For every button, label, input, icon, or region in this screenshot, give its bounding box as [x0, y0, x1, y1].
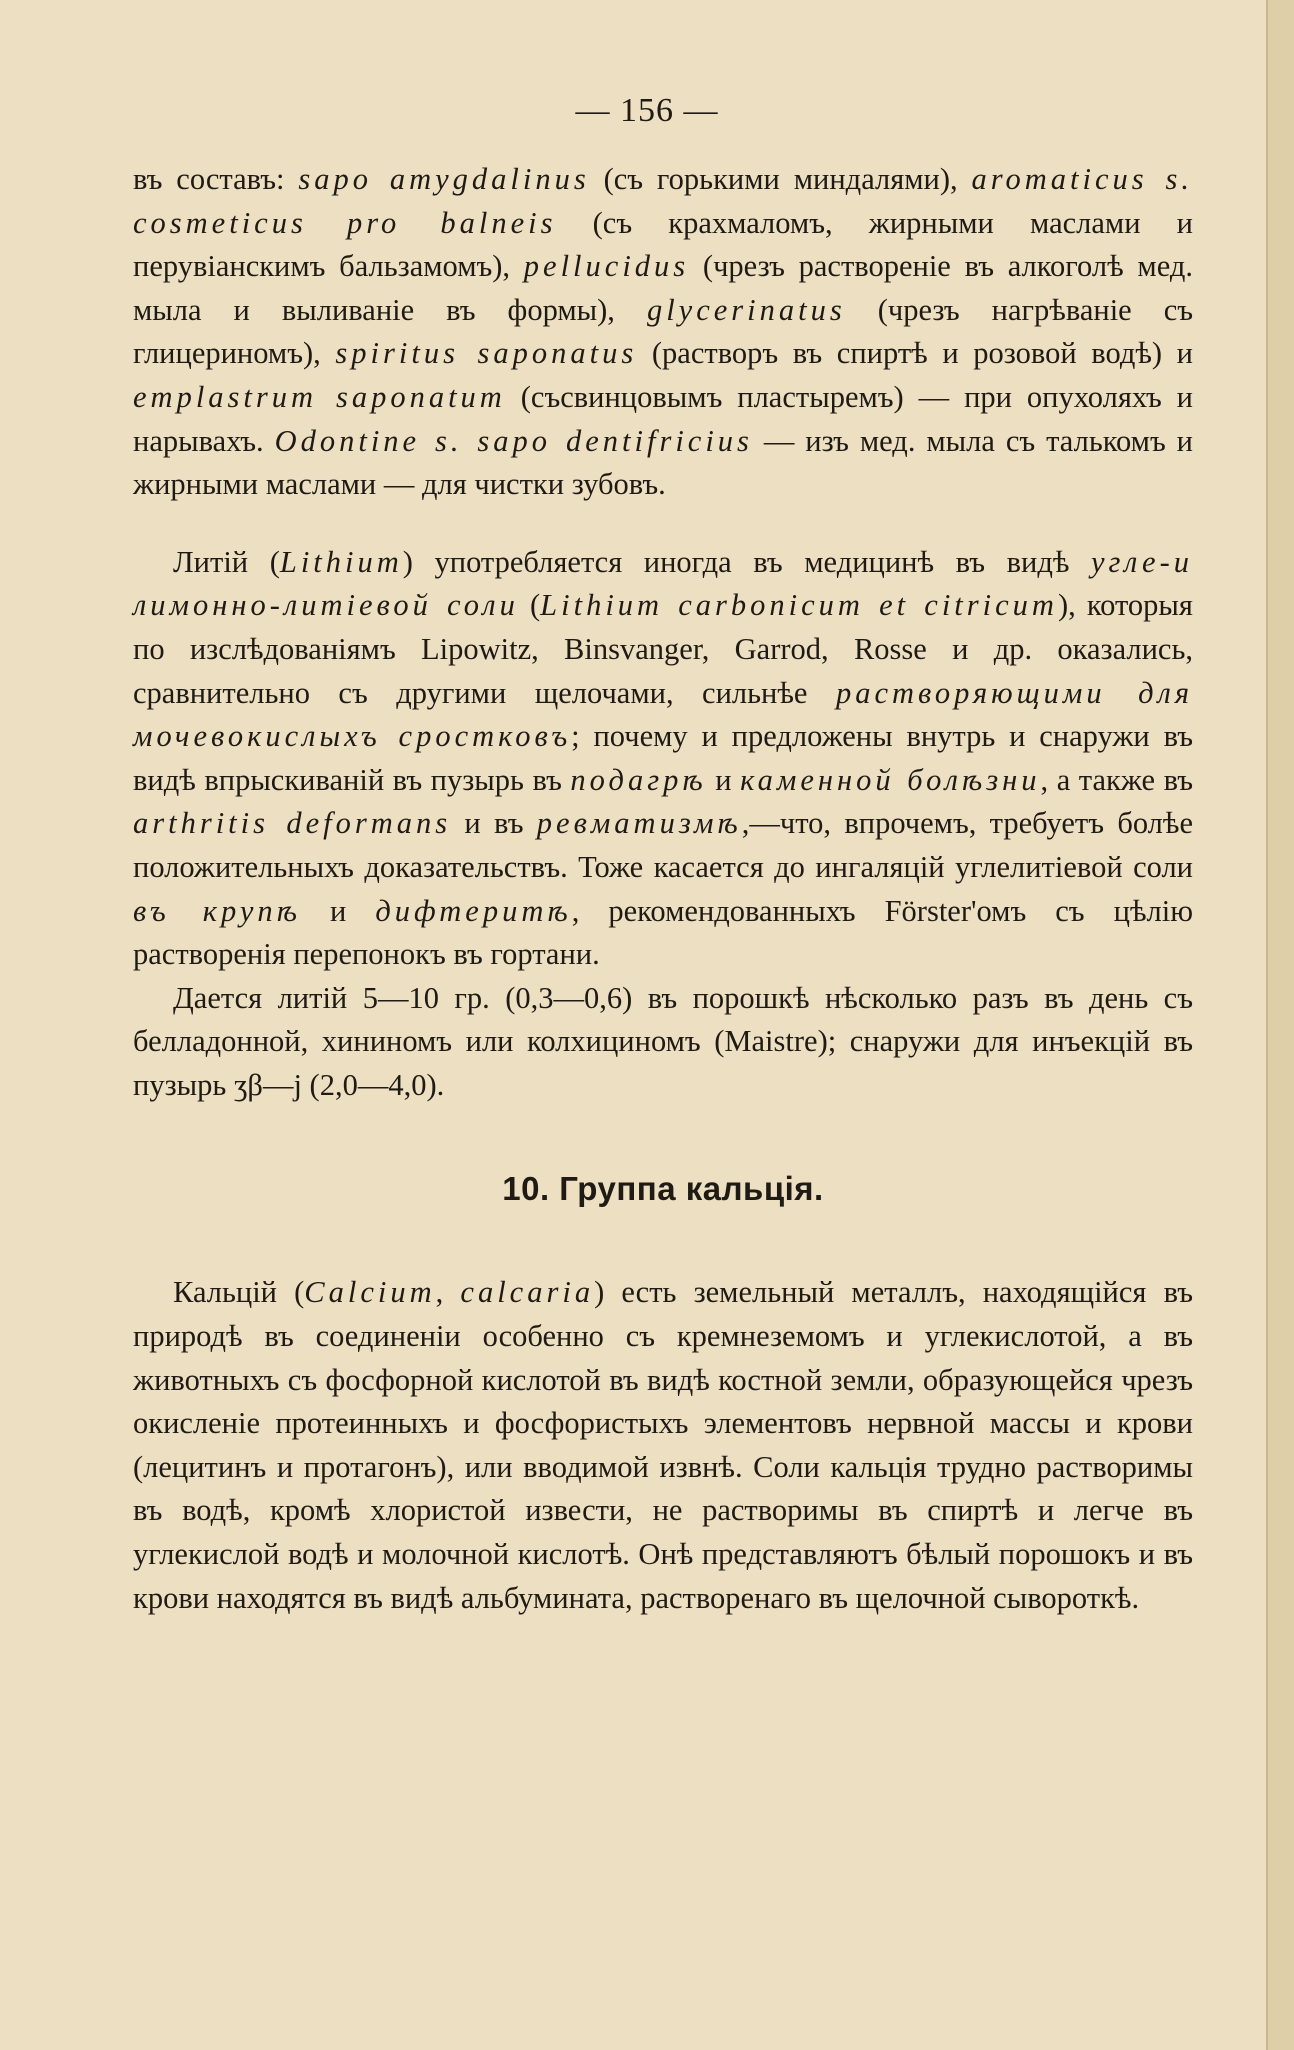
latin-term: spiritus saponatus — [335, 336, 638, 371]
paragraph-soap-varieties — [133, 158, 1193, 507]
emphasis-term: ревматизмѣ — [536, 806, 742, 841]
text-run: (чрезъ нагрѣваніе съ глицериномъ), — [133, 292, 1194, 371]
text-run: (съ горькими миндалями), — [589, 162, 972, 196]
text-run: ) употребляется иногда въ медицинѣ въ видѣ — [402, 544, 1091, 579]
text-run: , — [435, 1275, 461, 1310]
emphasis-term: угле-и лимонно-литіевой соли — [133, 544, 1194, 623]
text-run: ; почему и предложены внутрь и снаружи въ видѣ впрыскиваній въ пузырь въ — [133, 719, 1193, 797]
emphasis-term: въ крупѣ — [133, 893, 301, 928]
emphasis-term: дифтеритѣ — [375, 893, 572, 928]
text-run: (съ крахмаломъ, жирными маслами и перувіанскимъ бальзамомъ), — [133, 205, 1194, 284]
latin-term: Odontine s. sapo dentifricius — [274, 423, 753, 458]
text-run: — изъ мед. мыла съ талькомъ и жирными маслами — для чистки зубовъ. — [133, 423, 1194, 502]
text-run: въ составъ: — [133, 162, 299, 196]
text-run: ( — [518, 588, 541, 623]
page-number: — 156 — — [575, 92, 719, 129]
page-body — [133, 158, 1193, 1620]
paragraph-lithium — [133, 541, 1193, 977]
text-run: Литій ( — [173, 544, 280, 579]
latin-term: arthritis deformans — [133, 806, 452, 841]
emphasis-term: растворяющими для мочевокислыхъ сростковъ — [133, 675, 1194, 754]
latin-term: emplastrum saponatum — [133, 379, 506, 414]
text-run: ), которыя по изслѣдованіямъ Lipowitz, Binsvanger, Garrod, Rosse и др. оказались, сравнительно съ другими щелочами, сильнѣе — [133, 588, 1193, 710]
text-run: (чрезъ раствореніе въ алкоголѣ мед. мыла и выливаніе въ формы), — [133, 249, 1193, 327]
latin-term: pellucidus — [523, 249, 690, 284]
text-run: и — [300, 893, 376, 928]
latin-term: calcaria — [460, 1275, 595, 1310]
latin-term: Calcium — [304, 1275, 436, 1310]
latin-term: sapo amygdalinus — [298, 162, 590, 196]
text-run: (съсвинцовымъ пластыремъ) — при опухоляхъ и нарывахъ. — [133, 379, 1193, 458]
latin-term: glycerinatus — [646, 292, 846, 327]
latin-term: aromaticus s. cosmeticus pro balneis — [133, 162, 1193, 240]
latin-term: Lithium carbonicum et citricum — [540, 588, 1058, 623]
text-run: (растворъ въ спиртѣ и розовой водѣ) и — [637, 336, 1194, 371]
text-run: ) есть земельный металлъ, находящійся въ природѣ въ соединеніи особенно съ кремнеземомъ и углекислотой, а въ животныхъ съ фосфорной кислотой въ видѣ костной земли, образующейся чрезъ окисленіе протеинныхъ и фосфористыхъ элементовъ нервной массы и крови (лецитинъ и протагонъ), или вводимой извнѣ. Соли кальція трудно растворимы въ водѣ, кромѣ хлористой извести, не растворимы въ спиртѣ и легче въ углекислой водѣ и молочной кислотѣ. Онѣ представляютъ бѣлый порошокъ и въ крови находятся въ видѣ альбумината, растворенаго въ щелочной сывороткѣ. — [133, 1275, 1193, 1615]
text-run: и — [706, 762, 741, 797]
text-run: , а также въ — [1040, 762, 1194, 797]
emphasis-term: подагрѣ — [570, 762, 707, 797]
text-run: Кальцій ( — [173, 1275, 305, 1310]
paragraph-calcium — [133, 1271, 1193, 1620]
text-run: и въ — [451, 806, 537, 841]
text-run: , рекомендованныхъ Förster'омъ съ цѣлію растворенія перепонокъ въ гортани. — [133, 893, 1193, 972]
paragraph-gap — [133, 507, 1193, 541]
text-run: ,—что, впрочемъ, требуетъ болѣе положительныхъ доказательствъ. Тоже касается до ингаляцій углелитіевой соли — [133, 806, 1193, 884]
emphasis-term: каменной болѣзни — [740, 762, 1041, 797]
page-edge — [1266, 0, 1294, 2050]
latin-term: Lithium — [279, 544, 403, 579]
paragraph-lithium-dosage: Дается литій 5—10 гр. (0,3—0,6) въ порошкѣ нѣсколько разъ въ день съ белладонной, хининомъ или колхициномъ (Maistre); снаружи для инъекцій въ пузырь ʒβ—j (2,0—4,0). — [133, 980, 1193, 1102]
section-heading: 10. Группа кальція. — [502, 1170, 824, 1208]
